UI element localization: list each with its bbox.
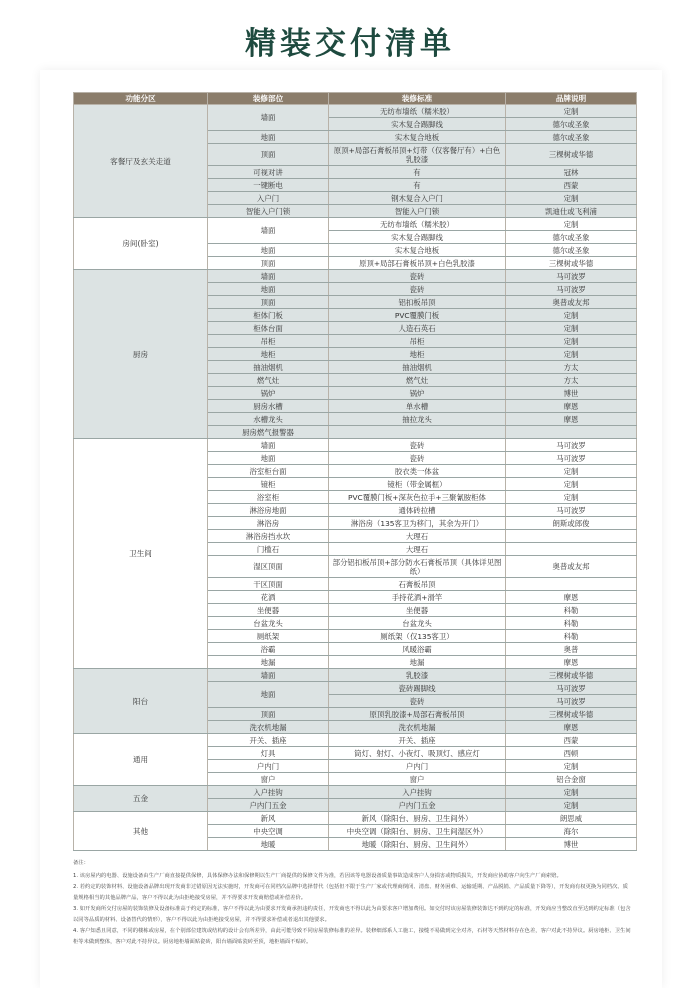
part-cell: 浴霸 <box>208 643 329 656</box>
part-cell: 入户门 <box>208 192 329 205</box>
note-item: 3. 如开发商所交付房屋的装饰装修及设备标准高于约定的标准，客户不得以此为由要求开发商承担违约责任，开发商也不得以此为由要求客户增加费用。如交付时该房屋装修装饰达不到约定的标准，开发商应当整改直至达到约定标准（包含以同等品质的材料、设备替代的情形），客户不得以此为由拒绝接受房屋，并不得要求补偿或者退出其他要求。 <box>73 906 631 923</box>
area-cell: 卫生间 <box>74 439 208 669</box>
spec-cell: 手持花洒+滑竿 <box>329 591 506 604</box>
header-spec: 装修标准 <box>329 93 506 105</box>
part-cell: 厨房燃气报警器 <box>208 426 329 439</box>
part-cell: 地漏 <box>208 656 329 669</box>
spec-cell: 大理石 <box>329 543 506 556</box>
part-cell: 墙面 <box>208 669 329 682</box>
spec-cell: 原顶+局部石膏板吊顶+灯带（仅客餐厅有）+白色乳胶漆 <box>329 144 506 166</box>
part-cell: 顶面 <box>208 144 329 166</box>
part-cell: 地面 <box>208 244 329 257</box>
brand-cell: 德尔或圣象 <box>506 231 637 244</box>
spec-cell: 石膏板吊顶 <box>329 578 506 591</box>
part-cell: 户内门五金 <box>208 799 329 812</box>
area-cell: 其他 <box>74 812 208 851</box>
spec-cell: 燃气灶 <box>329 374 506 387</box>
brand-cell: 科勒 <box>506 604 637 617</box>
brand-cell: 定制 <box>506 465 637 478</box>
part-cell: 窗户 <box>208 773 329 786</box>
area-cell: 五金 <box>74 786 208 812</box>
brand-cell: 定制 <box>506 348 637 361</box>
notes <box>73 858 633 948</box>
spec-cell: 锅炉 <box>329 387 506 400</box>
brand-cell: 马可波罗 <box>506 452 637 465</box>
spec-cell: 筒灯、射灯、小夜灯、吸顶灯、感应灯 <box>329 747 506 760</box>
brand-cell <box>506 578 637 591</box>
spec-cell: 大理石 <box>329 530 506 543</box>
spec-cell: 厕纸架（仅135客卫） <box>329 630 506 643</box>
part-cell: 墙面 <box>208 218 329 244</box>
brand-cell: 奥普或友邦 <box>506 556 637 578</box>
brand-cell: 定制 <box>506 322 637 335</box>
spec-cell: 镜柜（带金属框） <box>329 478 506 491</box>
brand-cell: 德尔或圣象 <box>506 131 637 144</box>
part-cell: 淋浴房 <box>208 517 329 530</box>
brand-cell: 三棵树或华德 <box>506 144 637 166</box>
brand-cell: 朗思威 <box>506 812 637 825</box>
part-cell: 镜柜 <box>208 478 329 491</box>
spec-cell: 新风（除阳台、厨房、卫生间外） <box>329 812 506 825</box>
header-part: 装修部位 <box>208 93 329 105</box>
area-cell: 客餐厅及玄关走道 <box>74 105 208 218</box>
spec-cell: 地柜 <box>329 348 506 361</box>
spec-cell: 瓷砖 <box>329 452 506 465</box>
spec-cell: 台盆龙头 <box>329 617 506 630</box>
part-cell: 墙面 <box>208 439 329 452</box>
delivery-card <box>40 70 662 988</box>
note-item: 1. 该房屋内的电器、设施设备由生产厂商直接提供保修，具体保修办法和保修期以生产厂商提供的保修文件为准，若因该等电器设备质量事故造成客户人身损害或物质损失，开发商应协助客户向生产厂商索赔。 <box>73 873 562 879</box>
brand-cell: 摩恩 <box>506 656 637 669</box>
brand-cell: 德尔或圣象 <box>506 244 637 257</box>
brand-cell: 科勒 <box>506 617 637 630</box>
spec-cell: 人造石英石 <box>329 322 506 335</box>
brand-cell: 马可波罗 <box>506 682 637 695</box>
spec-cell: 洗衣机地漏 <box>329 721 506 734</box>
spec-cell: PVC覆膜门板 <box>329 309 506 322</box>
part-cell: 地柜 <box>208 348 329 361</box>
spec-cell: 无纺布墙纸（糯米胶） <box>329 105 506 118</box>
spec-cell: 有 <box>329 166 506 179</box>
brand-cell: 马可波罗 <box>506 504 637 517</box>
brand-cell: 西顿 <box>506 747 637 760</box>
part-cell: 淋浴房地面 <box>208 504 329 517</box>
spec-cell: 瓷砖 <box>329 270 506 283</box>
part-cell: 水槽龙头 <box>208 413 329 426</box>
brand-cell: 定制 <box>506 478 637 491</box>
part-cell: 坐便器 <box>208 604 329 617</box>
brand-cell: 三棵树或华德 <box>506 708 637 721</box>
brand-cell: 三棵树或华德 <box>506 669 637 682</box>
brand-cell: 西蒙 <box>506 734 637 747</box>
part-cell: 门槛石 <box>208 543 329 556</box>
spec-table <box>73 92 637 851</box>
table-row <box>74 669 637 682</box>
table-header-row <box>74 93 637 105</box>
brand-cell: 奥普或友邦 <box>506 296 637 309</box>
part-cell: 花洒 <box>208 591 329 604</box>
spec-cell: 瓷砖踢脚线 <box>329 682 506 695</box>
part-cell: 浴室柜台面 <box>208 465 329 478</box>
brand-cell: 三棵树或华德 <box>506 257 637 270</box>
table-row <box>74 270 637 283</box>
brand-cell: 冠林 <box>506 166 637 179</box>
brand-cell: 定制 <box>506 309 637 322</box>
table-row <box>74 105 637 118</box>
part-cell: 台盆龙头 <box>208 617 329 630</box>
header-brand: 品牌说明 <box>506 93 637 105</box>
spec-body <box>74 105 637 851</box>
brand-cell <box>506 426 637 439</box>
table-row <box>74 218 637 231</box>
brand-cell: 德尔或圣象 <box>506 118 637 131</box>
part-cell: 新风 <box>208 812 329 825</box>
spec-cell: 户内门五金 <box>329 799 506 812</box>
area-cell: 房间(卧室) <box>74 218 208 270</box>
brand-cell: 定制 <box>506 105 637 118</box>
part-cell: 地面 <box>208 452 329 465</box>
part-cell: 淋浴房挡水坎 <box>208 530 329 543</box>
spec-cell: 入户挂钩 <box>329 786 506 799</box>
brand-cell: 博世 <box>506 387 637 400</box>
table-row <box>74 734 637 747</box>
brand-cell: 奥普 <box>506 643 637 656</box>
brand-cell: 马可波罗 <box>506 283 637 296</box>
brand-cell: 马可波罗 <box>506 439 637 452</box>
notes-label: 备注： <box>73 860 89 866</box>
header-area: 功能分区 <box>74 93 208 105</box>
area-cell: 阳台 <box>74 669 208 734</box>
part-cell: 柜体门板 <box>208 309 329 322</box>
brand-cell: 朗斯或郎俊 <box>506 517 637 530</box>
part-cell: 中央空调 <box>208 825 329 838</box>
part-cell: 顶面 <box>208 296 329 309</box>
part-cell: 开关、插座 <box>208 734 329 747</box>
part-cell: 墙面 <box>208 270 329 283</box>
spec-cell: 无纺布墙纸（糯米胶） <box>329 218 506 231</box>
part-cell: 干区顶面 <box>208 578 329 591</box>
area-cell: 厨房 <box>74 270 208 439</box>
part-cell: 地面 <box>208 131 329 144</box>
spec-cell: 窗户 <box>329 773 506 786</box>
spec-cell: 实木复合踢脚线 <box>329 231 506 244</box>
part-cell: 灯具 <box>208 747 329 760</box>
part-cell: 墙面 <box>208 105 329 131</box>
brand-cell <box>506 543 637 556</box>
part-cell: 智能入户门锁 <box>208 205 329 218</box>
spec-cell: 原顶+局部石膏板吊顶+白色乳胶漆 <box>329 257 506 270</box>
brand-cell: 海尔 <box>506 825 637 838</box>
brand-cell: 定制 <box>506 491 637 504</box>
brand-cell: 定制 <box>506 786 637 799</box>
spec-cell: 吊柜 <box>329 335 506 348</box>
spec-cell: 乳胶漆 <box>329 669 506 682</box>
part-cell: 吊柜 <box>208 335 329 348</box>
part-cell: 一键断电 <box>208 179 329 192</box>
spec-cell: 钢木复合入户门 <box>329 192 506 205</box>
table-row <box>74 439 637 452</box>
spec-cell: 瓷砖 <box>329 439 506 452</box>
spec-cell: 实木复合地板 <box>329 131 506 144</box>
spec-cell: 开关、插座 <box>329 734 506 747</box>
spec-cell: 有 <box>329 179 506 192</box>
part-cell: 入户挂钩 <box>208 786 329 799</box>
spec-cell: 瓷砖 <box>329 283 506 296</box>
spec-cell: 中央空调（除阳台、厨房、卫生间湿区外） <box>329 825 506 838</box>
spec-cell: 部分铝扣板吊顶+部分防水石膏板吊顶（具体详见图纸） <box>329 556 506 578</box>
spec-cell: 实木复合地板 <box>329 244 506 257</box>
part-cell: 地暖 <box>208 838 329 851</box>
spec-cell: 实木复合踢脚线 <box>329 118 506 131</box>
brand-cell: 定制 <box>506 192 637 205</box>
spec-cell: 淋浴房（135客卫为移门，其余为开门） <box>329 517 506 530</box>
brand-cell: 定制 <box>506 218 637 231</box>
brand-cell: 马可波罗 <box>506 270 637 283</box>
brand-cell: 凯迪仕或飞利浦 <box>506 205 637 218</box>
spec-cell: 地漏 <box>329 656 506 669</box>
part-cell: 顶面 <box>208 708 329 721</box>
spec-cell: 原顶乳胶漆+局部石膏板吊顶 <box>329 708 506 721</box>
spec-cell <box>329 426 506 439</box>
spec-cell: 风暖浴霸 <box>329 643 506 656</box>
spec-cell: 通体砖拉槽 <box>329 504 506 517</box>
brand-cell: 方太 <box>506 374 637 387</box>
part-cell: 可视对讲 <box>208 166 329 179</box>
brand-cell: 科勒 <box>506 630 637 643</box>
note-item: 2. 若约定的装饰材料、设施设备品牌出现开发商非过错原因无法实施时，开发商可在同档次品牌中选择替代（包括但不限于生产厂家或代理商倒闭、清盘、财务困难、运输延期、产品脱销、产品质量下降等），开发商有权更换为同档次、质量规格相当的其他品牌产品，客户不得以此为由拒绝接受房屋，并不得要求开发商赔偿或补偿差价。 <box>73 884 628 901</box>
part-cell: 浴室柜 <box>208 491 329 504</box>
part-cell: 地面 <box>208 682 329 708</box>
part-cell: 顶面 <box>208 257 329 270</box>
part-cell: 地面 <box>208 283 329 296</box>
spec-cell: 抽拉龙头 <box>329 413 506 426</box>
brand-cell <box>506 530 637 543</box>
part-cell: 洗衣机地漏 <box>208 721 329 734</box>
part-cell: 锅炉 <box>208 387 329 400</box>
brand-cell: 定制 <box>506 335 637 348</box>
part-cell: 户内门 <box>208 760 329 773</box>
spec-cell: 瓷砖 <box>329 695 506 708</box>
brand-cell: 摩恩 <box>506 400 637 413</box>
spec-cell: 坐便器 <box>329 604 506 617</box>
part-cell: 抽油烟机 <box>208 361 329 374</box>
area-cell: 通用 <box>74 734 208 786</box>
part-cell: 厨房水槽 <box>208 400 329 413</box>
brand-cell: 马可波罗 <box>506 695 637 708</box>
part-cell: 柜体台面 <box>208 322 329 335</box>
brand-cell: 摩恩 <box>506 413 637 426</box>
brand-cell: 博世 <box>506 838 637 851</box>
part-cell: 燃气灶 <box>208 374 329 387</box>
page-title: 精装交付清单 <box>245 26 455 62</box>
spec-cell: 单水槽 <box>329 400 506 413</box>
spec-cell: PVC覆膜门板+深灰色拉手+三聚氰胺柜体 <box>329 491 506 504</box>
table-row <box>74 812 637 825</box>
part-cell: 厕纸架 <box>208 630 329 643</box>
spec-cell: 胶衣类一体盆 <box>329 465 506 478</box>
brand-cell: 摩恩 <box>506 591 637 604</box>
brand-cell: 定制 <box>506 760 637 773</box>
spec-cell: 户内门 <box>329 760 506 773</box>
brand-cell: 方太 <box>506 361 637 374</box>
brand-cell: 摩恩 <box>506 721 637 734</box>
table-row <box>74 786 637 799</box>
brand-cell: 铝合金窗 <box>506 773 637 786</box>
part-cell: 湿区顶面 <box>208 556 329 578</box>
note-item: 4. 客户知悉且同意，不同的楼栋或房屋，在个别部位建筑或结构的设计会有所差异，由此可能导致不同房屋装修标准的差异。装修细部系人工施工，接缝不易做到完全对齐，石材等天然材料存在色差，客户对此不持异议。厨房地柜、卫生间柜等未做到整体，客户对此不持异议。厨房地柜墙面贴瓷砖，阳台墙面贴瓷砖至顶，地柜墙面不贴砖。 <box>73 928 631 945</box>
spec-cell: 铝扣板吊顶 <box>329 296 506 309</box>
brand-cell: 定制 <box>506 799 637 812</box>
brand-cell: 西蒙 <box>506 179 637 192</box>
spec-cell: 地暖（除阳台、厨房、卫生间外） <box>329 838 506 851</box>
spec-cell: 抽油烟机 <box>329 361 506 374</box>
spec-cell: 智能入户门锁 <box>329 205 506 218</box>
